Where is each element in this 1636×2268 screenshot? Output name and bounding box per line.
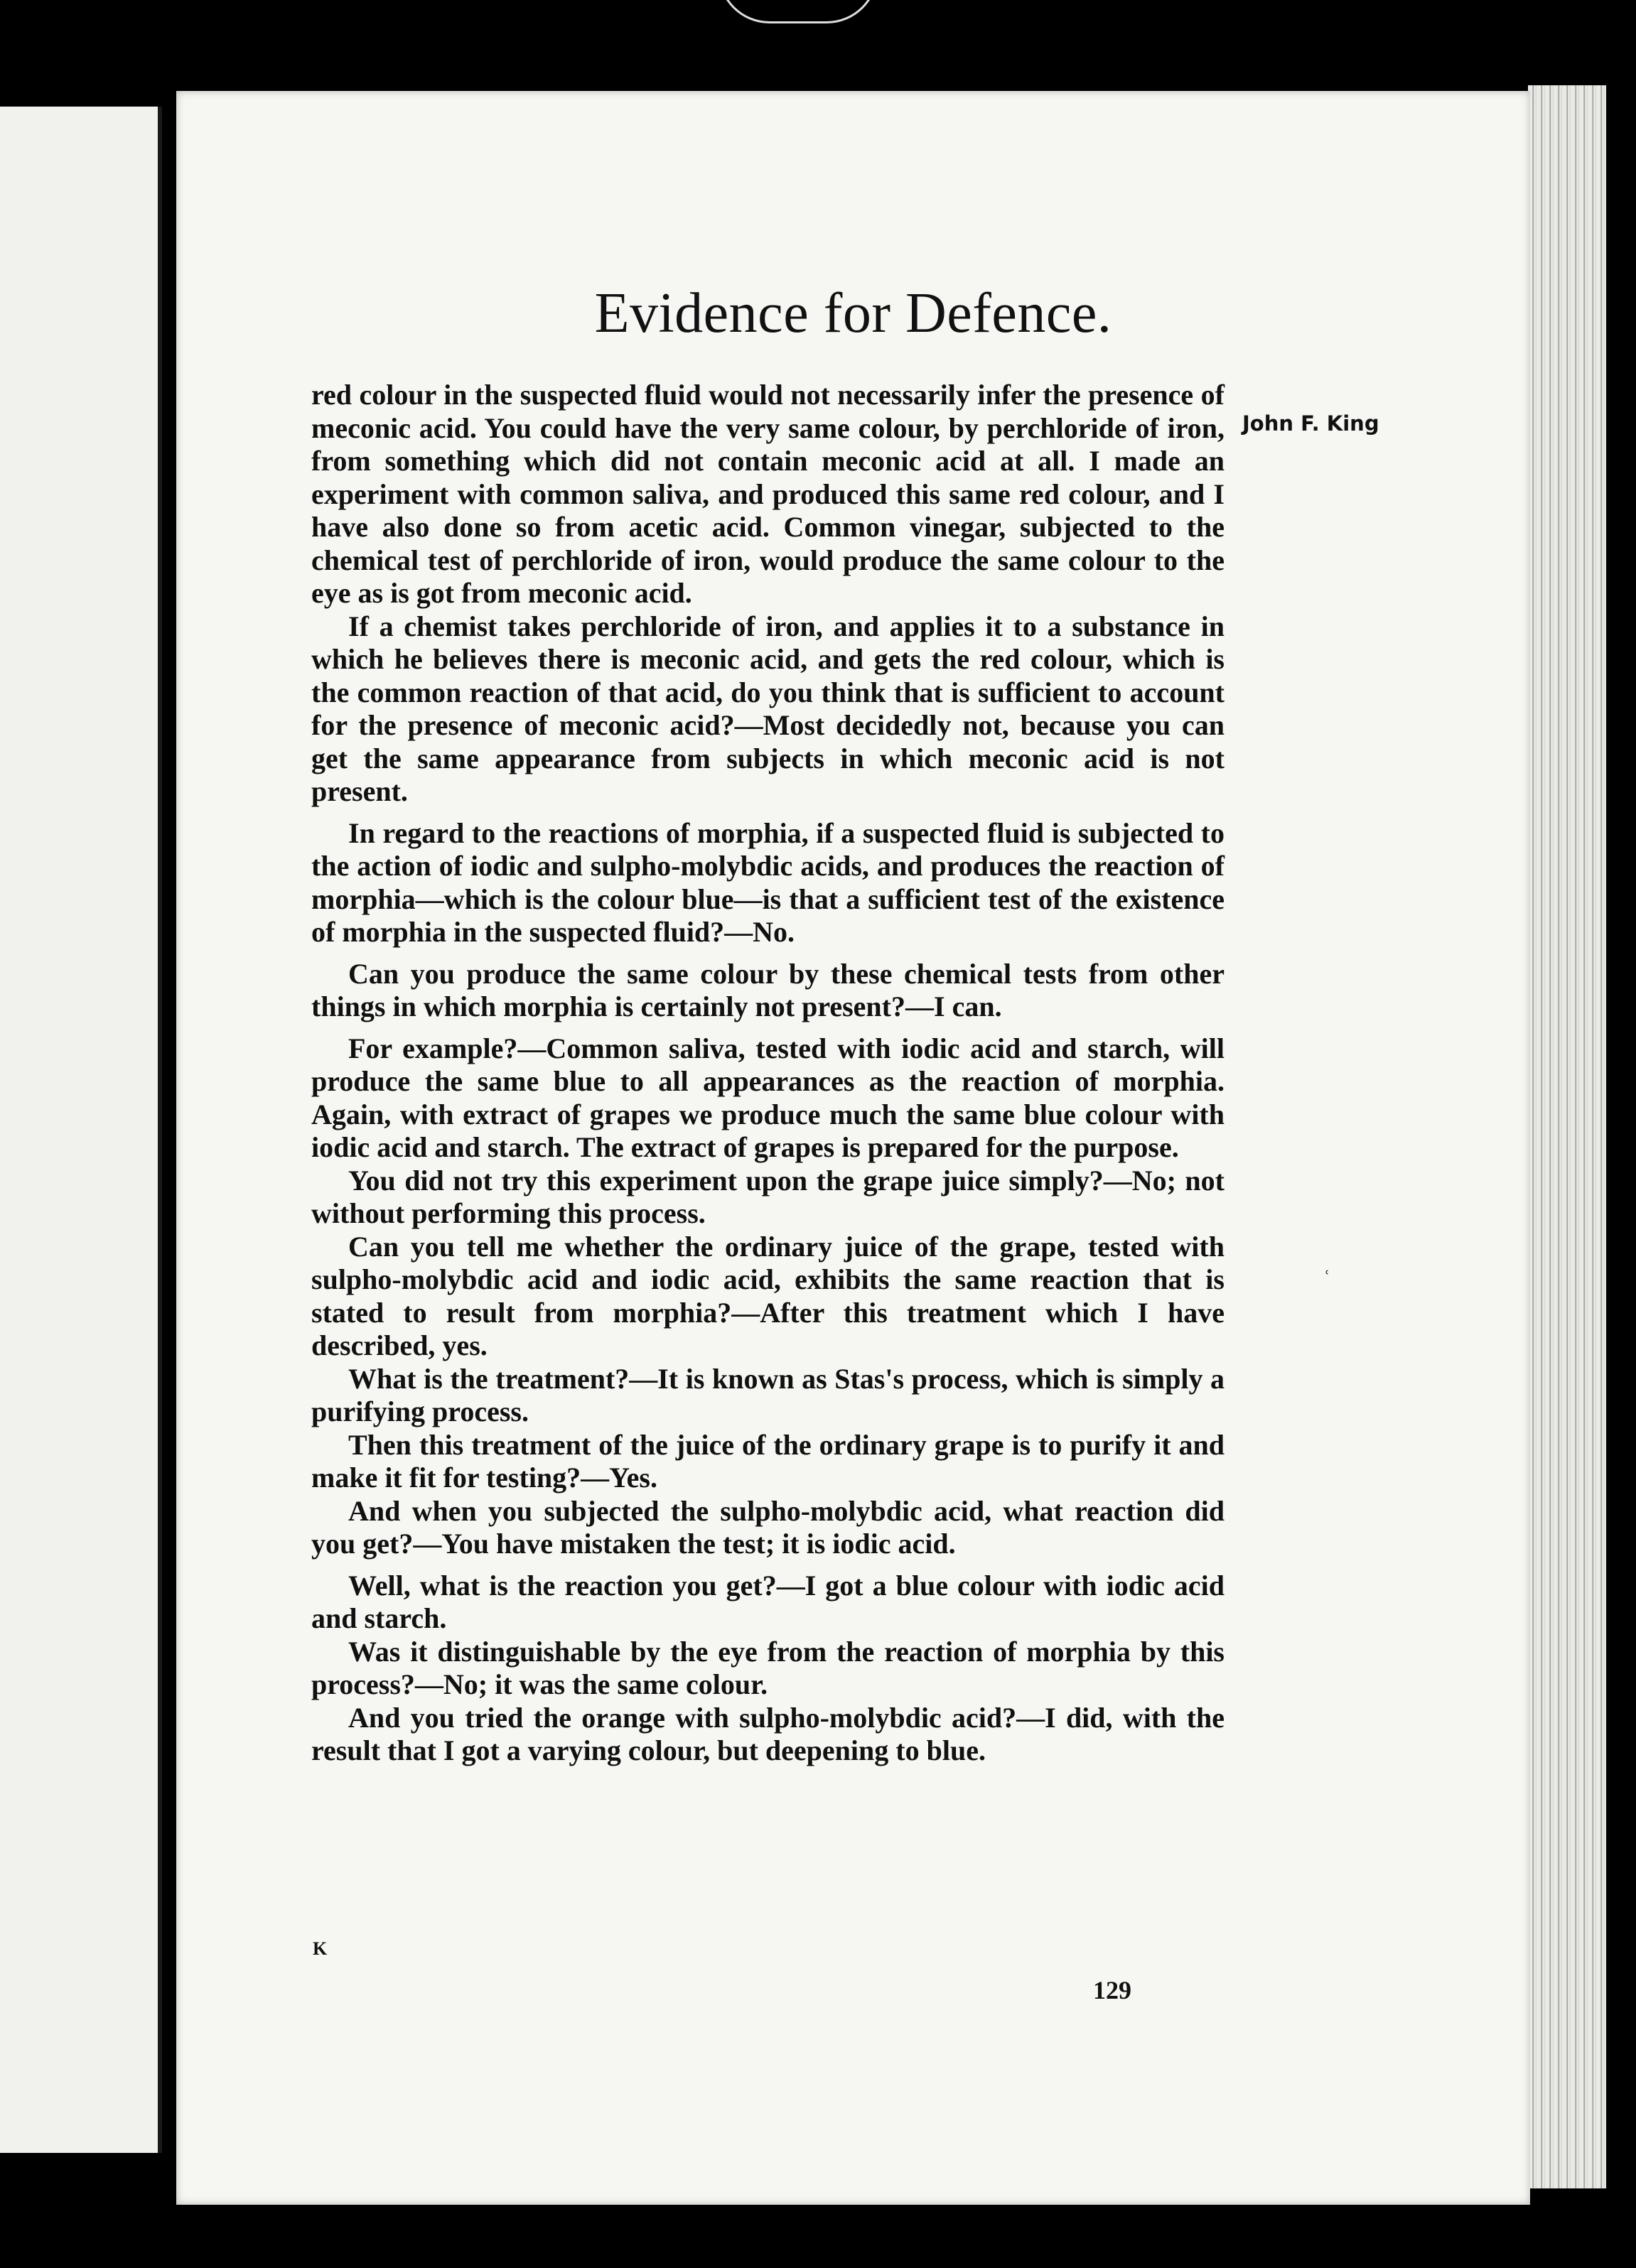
book-fore-edge: [1528, 85, 1606, 2188]
top-arc-decoration: [718, 0, 878, 23]
paragraph: Can you produce the same colour by these chemical tests from other things in which morphia is certainly not present?—I can.: [311, 957, 1225, 1022]
stray-print-mark: ʿ: [1323, 1267, 1330, 1290]
paragraph: If a chemist takes perchloride of iron, and applies it to a substance in which he believes there is meconic acid, and gets the red colour, which is the common reaction of that acid, do you think that is sufficient to account for the presence of meconic acid?—Most decidedly not, because you can get the same appearance from subjects in which meconic acid is not present.: [311, 610, 1225, 807]
paragraph: Can you tell me whether the ordinary juice of the grape, tested with sulpho-molybdic acid and iodic acid, exhibits the same reaction that is stated to result from morphia?—After this treatment which I have described, yes.: [311, 1230, 1225, 1361]
body-text: [311, 379, 1225, 1768]
page-number: 129: [1093, 1976, 1131, 2004]
previous-page-edge: [0, 107, 162, 2153]
book-page: [176, 91, 1530, 2205]
paragraph: Then this treatment of the juice of the ordinary grape is to purify it and make it fit for testing?—Yes.: [311, 1428, 1225, 1494]
marginal-witness-name: John F. King: [1242, 411, 1379, 436]
paragraph: For example?—Common saliva, tested with iodic acid and starch, will produce the same blue to all appearances as the reaction of morphia. Again, with extract of grapes we produce much the same blue colour with iodic acid and starch. The extract of grapes is prepared for the purpose.: [311, 1032, 1225, 1163]
paragraph: What is the treatment?—It is known as Stas's process, which is simply a purifying process.: [311, 1362, 1225, 1427]
paragraph: red colour in the suspected fluid would not necessarily infer the presence of meconic acid. You could have the very same colour, by perchloride of iron, from something which did not contain meconic acid at all. I made an experiment with common saliva, and produced this same red colour, and I have also done so from acetic acid. Common vinegar, subjected to the chemical test of perchloride of iron, would produce the same colour to the eye as is got from meconic acid.: [311, 379, 1225, 609]
paragraph: And you tried the orange with sulpho-molybdic acid?—I did, with the result that I got a varying colour, but deepening to blue.: [311, 1701, 1225, 1766]
paragraph: You did not try this experiment upon the grape juice simply?—No; not without performing this process.: [311, 1164, 1225, 1229]
paragraph: Well, what is the reaction you get?—I got a blue colour with iodic acid and starch.: [311, 1569, 1225, 1634]
page-heading: Evidence for Defence.: [594, 282, 1112, 345]
paragraph: And when you subjected the sulpho-molybdic acid, what reaction did you get?—You have mistaken the test; it is iodic acid.: [311, 1494, 1225, 1560]
paragraph: Was it distinguishable by the eye from the reaction of morphia by this process?—No; it was the same colour.: [311, 1635, 1225, 1700]
paragraph: In regard to the reactions of morphia, if a suspected fluid is subjected to the action of iodic and sulpho-molybdic acids, and produces the reaction of morphia—which is the colour blue—is that a sufficient test of the existence of morphia in the suspected fluid?—No.: [311, 816, 1225, 948]
signature-mark: K: [313, 1938, 328, 1959]
